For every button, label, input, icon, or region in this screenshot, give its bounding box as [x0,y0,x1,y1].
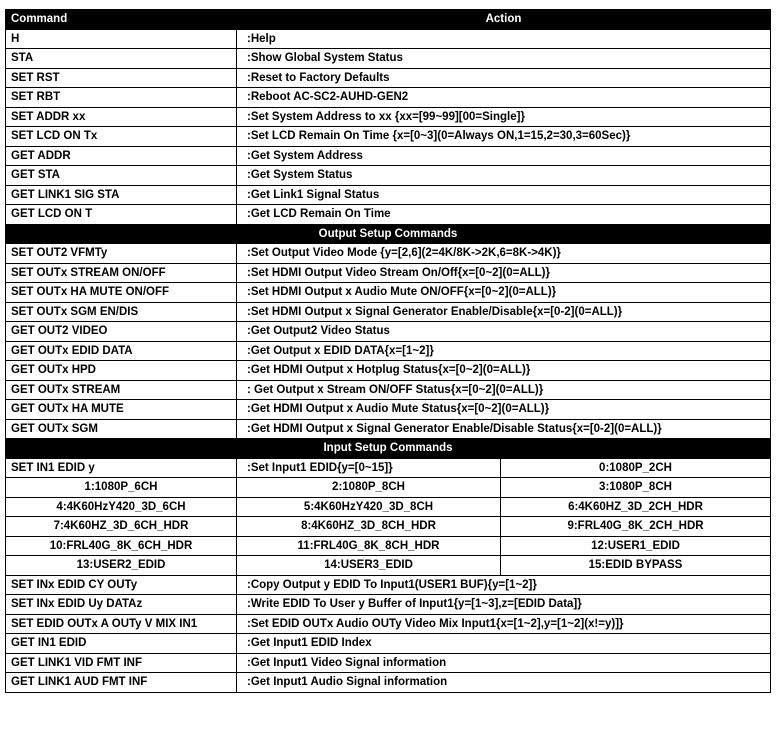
edid-option-cell: 8:4K60HZ_3D_8CH_HDR [237,517,501,537]
general-command-row [6,29,771,49]
edid-option-cell: 4:4K60HzY420_3D_6CH [6,497,237,517]
action-cell: :Get Link1 Signal Status [237,185,771,205]
input-command-row [6,653,771,673]
action-cell: :Get LCD Remain On Time [237,205,771,225]
command-cell: GET LCD ON T [6,205,237,225]
command-cell: SET ADDR xx [6,107,237,127]
general-command-row [6,127,771,147]
command-cell: SET INx EDID Uy DATAz [6,595,237,615]
action-cell: :Set Input1 EDID{y=[0~15]} [237,458,501,478]
command-cell: SET LCD ON Tx [6,127,237,147]
header-action: Action [237,10,771,30]
action-cell: : Get Output x Stream ON/OFF Status{x=[0~2](0=ALL)} [237,380,771,400]
command-cell: STA [6,49,237,69]
edid-option-row [6,497,771,517]
command-cell: GET LINK1 AUD FMT INF [6,673,237,693]
edid-option-cell: 12:USER1_EDID [501,536,771,556]
command-cell: GET OUTx HA MUTE [6,400,237,420]
edid-option-cell: 14:USER3_EDID [237,556,501,576]
input-section-title-row [6,439,771,459]
action-cell: :Set System Address to xx {xx=[99~99][00=Single]} [237,107,771,127]
output-command-row [6,244,771,264]
output-section-title: Output Setup Commands [6,224,771,244]
command-cell: SET INx EDID CY OUTy [6,575,237,595]
input-command-row [6,634,771,654]
general-command-row [6,68,771,88]
action-cell: :Set HDMI Output x Signal Generator Enable/Disable{x=[0-2](0=ALL)} [237,302,771,322]
command-cell: GET IN1 EDID [6,634,237,654]
general-command-row [6,185,771,205]
command-cell: SET OUTx STREAM ON/OFF [6,263,237,283]
command-cell: GET OUTx HPD [6,361,237,381]
command-cell: GET OUTx SGM [6,419,237,439]
action-cell: :Set EDID OUTx Audio OUTy Video Mix Input1{x=[1~2],y=[1~2](x!=y)]} [237,614,771,634]
command-cell: GET LINK1 VID FMT INF [6,653,237,673]
edid-option-row [6,556,771,576]
edid-option-cell: 13:USER2_EDID [6,556,237,576]
action-cell: :Get HDMI Output x Audio Mute Status{x=[0~2](0=ALL)} [237,400,771,420]
input-command-row [6,458,771,478]
command-cell: GET STA [6,166,237,186]
general-command-row [6,107,771,127]
output-section-title-row [6,224,771,244]
command-cell: SET EDID OUTx A OUTy V MIX IN1 [6,614,237,634]
edid-option-cell: 7:4K60HZ_3D_6CH_HDR [6,517,237,537]
header-command: Command [6,10,237,30]
command-cell: SET OUTx SGM EN/DIS [6,302,237,322]
command-cell: SET IN1 EDID y [6,458,237,478]
command-cell: H [6,29,237,49]
command-cell: SET OUTx HA MUTE ON/OFF [6,283,237,303]
edid-option-cell: 15:EDID BYPASS [501,556,771,576]
edid-option-cell: 9:FRL40G_8K_2CH_HDR [501,517,771,537]
output-command-row [6,380,771,400]
action-cell: :Get Output2 Video Status [237,322,771,342]
action-cell: :Copy Output y EDID To Input1(USER1 BUF){y=[1~2]} [237,575,771,595]
output-command-row [6,302,771,322]
edid-option-row [6,536,771,556]
input-command-row [6,673,771,693]
action-cell: :Get Input1 Audio Signal information [237,673,771,693]
general-command-row [6,166,771,186]
input-command-row [6,595,771,615]
action-cell: :Reboot AC-SC2-AUHD-GEN2 [237,88,771,108]
edid-option-cell: 6:4K60HZ_3D_2CH_HDR [501,497,771,517]
action-cell: :Set Output Video Mode {y=[2,6](2=4K/8K->2K,6=8K->4K)} [237,244,771,264]
action-cell: :Reset to Factory Defaults [237,68,771,88]
action-cell: :Help [237,29,771,49]
command-cell: GET ADDR [6,146,237,166]
action-cell: :Set LCD Remain On Time {x=[0~3](0=Always ON,1=15,2=30,3=60Sec)} [237,127,771,147]
input-command-row [6,575,771,595]
action-cell: :Get HDMI Output x Signal Generator Enable/Disable Status{x=[0-2](0=ALL)} [237,419,771,439]
command-cell: SET OUT2 VFMTy [6,244,237,264]
action-cell: :Get Output x EDID DATA{x=[1~2]} [237,341,771,361]
input-command-row [6,614,771,634]
command-table-body [6,10,771,693]
edid-option-cell: 1:1080P_6CH [6,478,237,498]
output-command-row [6,322,771,342]
action-cell: :Get HDMI Output x Hotplug Status{x=[0~2](0=ALL)} [237,361,771,381]
output-command-row [6,283,771,303]
input-section-title: Input Setup Commands [6,439,771,459]
action-cell: :Get Input1 EDID Index [237,634,771,654]
edid-option-row [6,478,771,498]
command-cell: GET OUT2 VIDEO [6,322,237,342]
general-command-row [6,88,771,108]
general-command-row [6,146,771,166]
output-command-row [6,341,771,361]
command-table [5,9,771,693]
edid-option-cell: 3:1080P_8CH [501,478,771,498]
edid-option-cell: 0:1080P_2CH [501,458,771,478]
action-cell: :Set HDMI Output Video Stream On/Off{x=[0~2](0=ALL)} [237,263,771,283]
output-command-row [6,361,771,381]
edid-option-cell: 2:1080P_8CH [237,478,501,498]
table-header-row [6,10,771,30]
action-cell: :Write EDID To User y Buffer of Input1{y=[1~3],z=[EDID Data]} [237,595,771,615]
command-cell: SET RST [6,68,237,88]
command-cell: GET OUTx EDID DATA [6,341,237,361]
edid-option-row [6,517,771,537]
action-cell: :Get Input1 Video Signal information [237,653,771,673]
action-cell: :Show Global System Status [237,49,771,69]
edid-option-cell: 5:4K60HzY420_3D_8CH [237,497,501,517]
edid-option-cell: 11:FRL40G_8K_8CH_HDR [237,536,501,556]
general-command-row [6,49,771,69]
command-cell: GET LINK1 SIG STA [6,185,237,205]
general-command-row [6,205,771,225]
output-command-row [6,419,771,439]
output-command-row [6,263,771,283]
command-cell: SET RBT [6,88,237,108]
action-cell: :Get System Address [237,146,771,166]
edid-option-cell: 10:FRL40G_8K_6CH_HDR [6,536,237,556]
action-cell: :Set HDMI Output x Audio Mute ON/OFF{x=[0~2](0=ALL)} [237,283,771,303]
output-command-row [6,400,771,420]
command-cell: GET OUTx STREAM [6,380,237,400]
action-cell: :Get System Status [237,166,771,186]
